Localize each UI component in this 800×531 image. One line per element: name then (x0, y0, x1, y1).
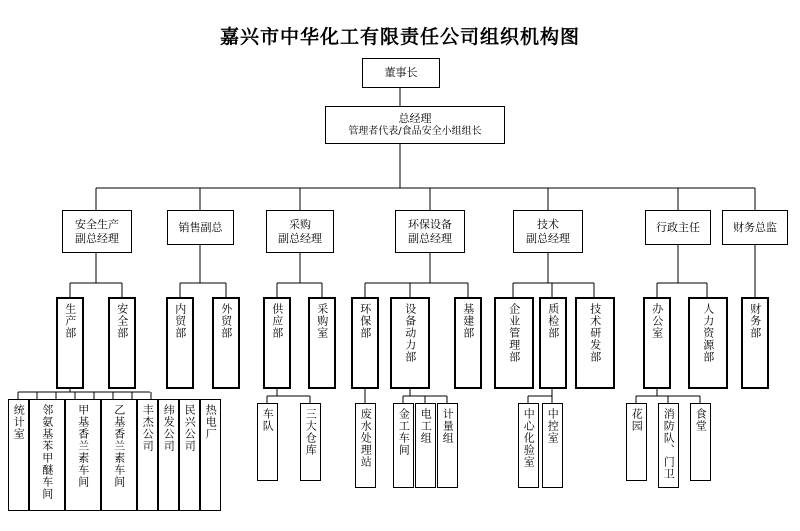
node-human-resources-dept[interactable] (688, 297, 728, 389)
node-label: 邻氨基苯甲醚车间 (40, 404, 54, 500)
node-label-line1: 财务总监 (733, 220, 777, 234)
node-label: 电工组 (419, 408, 433, 444)
node-electrician-group[interactable] (415, 403, 436, 488)
node-label: 环保部 (358, 303, 372, 339)
node-weifa-company[interactable] (158, 399, 179, 511)
node-vp-purchasing[interactable] (266, 210, 334, 253)
node-label-line2: 副总经理 (75, 231, 119, 245)
node-label-line2: 副总经理 (526, 231, 570, 245)
node-label-line1: 技术 (537, 217, 559, 231)
node-label: 办公室 (650, 303, 664, 339)
node-purchasing-office[interactable] (308, 297, 336, 389)
node-label: 企业管理部 (507, 303, 521, 363)
node-fire-brigade-gatehouse[interactable] (658, 403, 679, 488)
node-wastewater-treatment-station[interactable] (355, 403, 376, 488)
node-label: 乙基香兰素车间 (112, 404, 126, 488)
node-label-line1: 总经理 (398, 111, 432, 125)
node-label: 外贸部 (219, 303, 233, 339)
node-three-warehouses[interactable] (300, 403, 321, 481)
node-label: 三大仓库 (304, 408, 318, 456)
node-canteen[interactable] (690, 403, 711, 481)
node-chairman[interactable] (362, 58, 440, 88)
node-label-line2: 副总经理 (278, 231, 322, 245)
node-label-line1: 安全生产 (75, 217, 119, 231)
node-vp-technology[interactable] (513, 210, 583, 253)
node-vp-safety-production[interactable] (62, 210, 132, 253)
node-label: 董事长 (384, 66, 418, 80)
node-label: 中心化验室 (522, 408, 536, 468)
node-quality-inspection-dept[interactable] (539, 297, 567, 389)
node-label-line1: 行政主任 (656, 220, 700, 234)
chart-title: 嘉兴市中华化工有限责任公司组织机构图 (219, 26, 580, 48)
node-label: 生产部 (63, 303, 77, 339)
node-vp-environment-equipment[interactable] (395, 210, 465, 253)
node-label: 安全部 (115, 303, 129, 339)
node-label-line1: 采购 (289, 217, 311, 231)
node-cfo[interactable] (722, 210, 788, 245)
node-label: 热电厂 (204, 404, 218, 440)
node-label: 供应部 (270, 303, 284, 339)
node-minxing-company[interactable] (179, 399, 200, 511)
node-label: 车队 (261, 408, 275, 432)
node-label: 采购室 (315, 303, 329, 339)
node-domestic-trade-dept[interactable] (166, 297, 194, 389)
node-label-line1: 环保设备 (408, 217, 452, 231)
node-label-line2: 管理者代表/食品安全小组组长 (348, 125, 482, 137)
node-label: 食堂 (694, 408, 708, 432)
node-metalworking-workshop[interactable] (393, 403, 414, 488)
node-enterprise-management-dept[interactable] (494, 297, 534, 389)
node-equipment-power-dept[interactable] (390, 297, 430, 389)
node-methyl-vanillin-workshop[interactable] (65, 399, 101, 511)
node-label: 金工车间 (397, 408, 411, 456)
node-label: 基建部 (461, 303, 475, 339)
node-thermal-power-plant[interactable] (200, 399, 221, 511)
node-label: 丰杰公司 (141, 404, 155, 452)
node-technology-rd-dept[interactable] (575, 297, 615, 389)
node-central-laboratory[interactable] (518, 403, 539, 488)
node-label: 废水处理站 (359, 408, 373, 468)
node-vp-sales[interactable] (167, 210, 234, 245)
node-label: 纬发公司 (162, 404, 176, 452)
node-production-dept[interactable] (56, 297, 84, 389)
node-label: 花园 (630, 408, 644, 432)
node-garden[interactable] (626, 403, 647, 481)
node-label: 甲基香兰素车间 (76, 404, 90, 488)
node-environmental-dept[interactable] (351, 297, 379, 389)
node-finance-dept[interactable] (741, 297, 769, 389)
node-label: 财务部 (748, 303, 762, 339)
node-label: 统计室 (12, 404, 26, 440)
node-label-line2: 副总经理 (408, 231, 452, 245)
node-label: 质检部 (546, 303, 560, 339)
node-label-line1: 销售副总 (178, 220, 223, 234)
node-ethyl-vanillin-workshop[interactable] (101, 399, 137, 511)
node-label: 内贸部 (173, 303, 187, 339)
node-infrastructure-dept[interactable] (454, 297, 482, 389)
node-metrology-group[interactable] (437, 403, 458, 488)
node-foreign-trade-dept[interactable] (212, 297, 240, 389)
node-general-manager[interactable] (325, 106, 505, 144)
node-o-anisidine-workshop[interactable] (29, 399, 65, 511)
node-label: 中控室 (546, 408, 560, 444)
node-label: 消防队、门卫 (662, 408, 676, 480)
node-administrative-director[interactable] (645, 210, 711, 245)
node-label: 人力资源部 (701, 303, 715, 363)
node-safety-dept[interactable] (108, 297, 136, 389)
node-label: 民兴公司 (183, 404, 197, 452)
node-supply-dept[interactable] (263, 297, 291, 389)
node-general-office[interactable] (643, 297, 671, 389)
node-label: 技术研发部 (588, 303, 602, 363)
node-fleet[interactable] (257, 403, 278, 481)
node-fengjie-company[interactable] (137, 399, 158, 511)
node-central-control-room[interactable] (542, 403, 563, 488)
node-label: 计量组 (441, 408, 455, 444)
node-label: 设备动力部 (403, 303, 417, 363)
node-statistics-office[interactable] (8, 399, 29, 511)
